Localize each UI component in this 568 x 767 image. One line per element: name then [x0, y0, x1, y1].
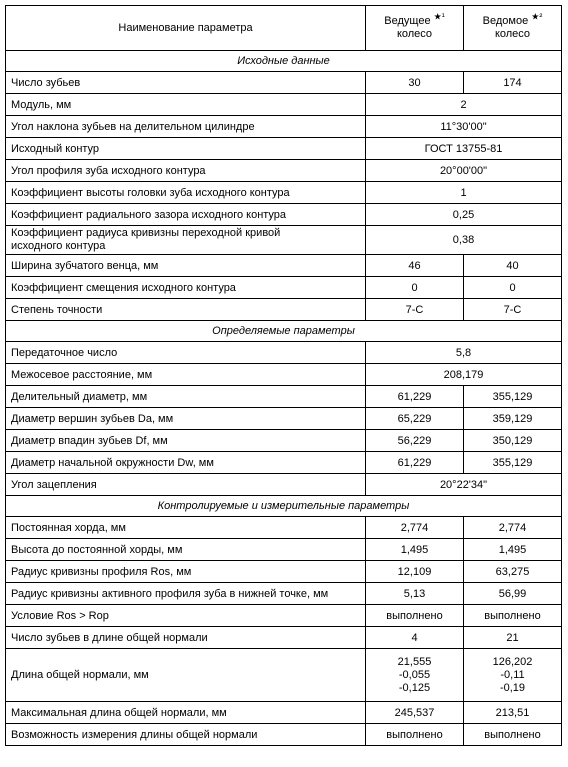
lower-deviation: -0,125 [398, 681, 431, 694]
section-initial: Исходные данные [6, 51, 562, 72]
table-row [6, 724, 562, 746]
table-row [6, 342, 562, 364]
table-row [6, 72, 562, 94]
row-value-driven: 21 [464, 627, 562, 649]
table-row [6, 583, 562, 605]
row-value-driven: 0 [464, 277, 562, 299]
header-driven-line2: колесо [494, 28, 531, 40]
row-value-driven: 7-C [464, 299, 562, 321]
header-drive-line2: колесо [396, 28, 433, 40]
row-name: Диаметр впадин зубьев Df, мм [6, 430, 366, 452]
row-value-drive: 61,229 [366, 386, 464, 408]
gear-parameters-table [5, 5, 562, 746]
section-row [6, 496, 562, 517]
row-name: Передаточное число [6, 342, 366, 364]
row-value-common: 208,179 [366, 364, 562, 386]
row-value-drive [366, 649, 464, 702]
row-value-common: 0,25 [366, 204, 562, 226]
table-row [6, 94, 562, 116]
row-name: Диаметр начальной окружности Dw, мм [6, 452, 366, 474]
table-row [6, 299, 562, 321]
row-name [6, 226, 366, 255]
table-row [6, 452, 562, 474]
row-name: Ширина зубчатого венца, мм [6, 255, 366, 277]
row-value-drive: 1,495 [366, 539, 464, 561]
lower-deviation: -0,19 [499, 681, 526, 694]
table-row [6, 474, 562, 496]
table-row [6, 408, 562, 430]
row-value-driven: 63,275 [464, 561, 562, 583]
nominal-value: 126,202 [492, 655, 533, 668]
row-value-drive: 46 [366, 255, 464, 277]
table-row [6, 255, 562, 277]
table-row [6, 517, 562, 539]
row-value-drive: 56,229 [366, 430, 464, 452]
row-value-driven: выполнено [464, 724, 562, 746]
row-value-driven: выполнено [464, 605, 562, 627]
section-controlled: Контролируемые и измерительные параметры [6, 496, 562, 517]
row-name: Угол зацепления [6, 474, 366, 496]
table-row [6, 386, 562, 408]
row-value-common: 1 [366, 182, 562, 204]
row-value-common: 20°00'00" [366, 160, 562, 182]
table-row [6, 277, 562, 299]
table-row [6, 364, 562, 386]
row-name: Коэффициент радиального зазора исходного контура [6, 204, 366, 226]
row-value-drive: 245,537 [366, 702, 464, 724]
table-row [6, 116, 562, 138]
row-value-driven: 355,129 [464, 386, 562, 408]
table-row [6, 649, 562, 702]
header-drive-wheel [366, 6, 464, 51]
row-value-driven: 56,99 [464, 583, 562, 605]
upper-deviation: -0,055 [398, 668, 431, 681]
row-value-drive: 65,229 [366, 408, 464, 430]
row-value-driven: 355,129 [464, 452, 562, 474]
row-name: Число зубьев в длине общей нормали [6, 627, 366, 649]
row-value-driven: 40 [464, 255, 562, 277]
row-value-driven [464, 649, 562, 702]
table-row [6, 627, 562, 649]
row-value-drive: 0 [366, 277, 464, 299]
row-name: Диаметр вершин зубьев Da, мм [6, 408, 366, 430]
row-name-line1: Коэффициент радиуса кривизны переходной кривой [11, 227, 281, 239]
upper-deviation: -0,11 [500, 668, 525, 681]
table-row [6, 605, 562, 627]
row-value-driven: 174 [464, 72, 562, 94]
table-row [6, 561, 562, 583]
table-row [6, 160, 562, 182]
row-name: Межосевое расстояние, мм [6, 364, 366, 386]
footnote-mark-1: ★¹ [433, 11, 445, 22]
table-row [6, 702, 562, 724]
row-name: Делительный диаметр, мм [6, 386, 366, 408]
table-row [6, 138, 562, 160]
header-drive-line1: Ведущее [384, 15, 431, 27]
row-value-driven: 2,774 [464, 517, 562, 539]
row-value-drive: 7-C [366, 299, 464, 321]
row-value-drive: 12,109 [366, 561, 464, 583]
row-value-common: ГОСТ 13755-81 [366, 138, 562, 160]
row-name: Радиус кривизны профиля Ros, мм [6, 561, 366, 583]
row-name: Число зубьев [6, 72, 366, 94]
header-param: Наименование параметра [6, 6, 366, 51]
row-value-driven: 213,51 [464, 702, 562, 724]
table-row [6, 539, 562, 561]
row-value-common: 0,38 [366, 226, 562, 255]
row-value-driven: 350,129 [464, 430, 562, 452]
row-name: Угол наклона зубьев на делительном цилиндре [6, 116, 366, 138]
row-value-drive: выполнено [366, 724, 464, 746]
row-name: Возможность измерения длины общей нормали [6, 724, 366, 746]
row-name: Постоянная хорда, мм [6, 517, 366, 539]
row-name: Условие Ros > Rop [6, 605, 366, 627]
row-name: Исходный контур [6, 138, 366, 160]
header-driven-line1: Ведомое [482, 15, 529, 27]
section-row [6, 321, 562, 342]
row-value-drive: 5,13 [366, 583, 464, 605]
row-name: Максимальная длина общей нормали, мм [6, 702, 366, 724]
row-name: Высота до постоянной хорды, мм [6, 539, 366, 561]
table-row [6, 430, 562, 452]
row-value-driven: 359,129 [464, 408, 562, 430]
row-name: Степень точности [6, 299, 366, 321]
section-determined: Определяемые параметры [6, 321, 562, 342]
row-value-common: 2 [366, 94, 562, 116]
row-value-drive: выполнено [366, 605, 464, 627]
row-value-common: 5,8 [366, 342, 562, 364]
table-row [6, 226, 562, 255]
footnote-mark-2: ★² [531, 11, 543, 22]
table-row [6, 182, 562, 204]
row-value-common: 20°22'34" [366, 474, 562, 496]
table-header [6, 6, 562, 51]
row-name: Коэффициент высоты головки зуба исходного контура [6, 182, 366, 204]
row-name: Длина общей нормали, мм [6, 649, 366, 702]
header-driven-wheel [464, 6, 562, 51]
row-name-line2: исходного контура [11, 240, 106, 252]
row-name: Угол профиля зуба исходного контура [6, 160, 366, 182]
row-value-drive: 2,774 [366, 517, 464, 539]
row-value-driven: 1,495 [464, 539, 562, 561]
row-value-common: 11°30'00" [366, 116, 562, 138]
row-name: Коэффициент смещения исходного контура [6, 277, 366, 299]
table-row [6, 204, 562, 226]
nominal-value: 21,555 [397, 655, 432, 668]
section-row [6, 51, 562, 72]
row-value-drive: 61,229 [366, 452, 464, 474]
row-value-drive: 4 [366, 627, 464, 649]
row-name: Радиус кривизны активного профиля зуба в нижней точке, мм [6, 583, 366, 605]
row-name: Модуль, мм [6, 94, 366, 116]
row-value-drive: 30 [366, 72, 464, 94]
